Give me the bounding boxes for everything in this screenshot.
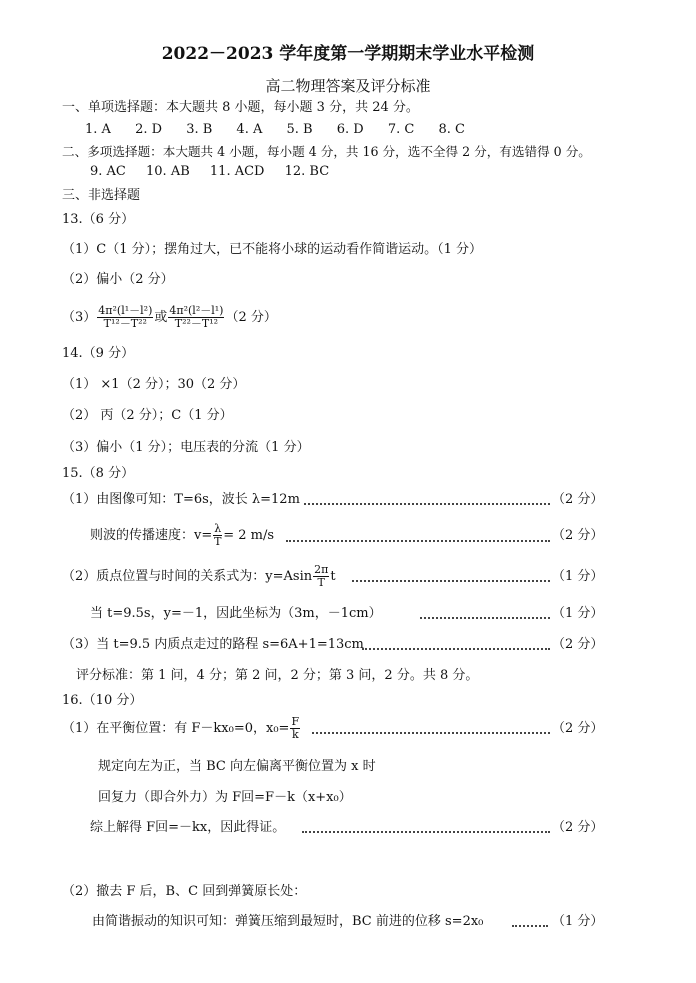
- answer-3: 3. B: [186, 122, 213, 137]
- q15-phase-numerator: 2π: [314, 563, 329, 576]
- q15-line5-score: （2 分）: [552, 637, 604, 652]
- leader-dots: [312, 732, 550, 734]
- page-title: 2022－2023 学年度第一学期期末学业水平检测: [161, 44, 535, 64]
- page-subtitle: 高二物理答案及评分标准: [265, 77, 431, 95]
- q15-phase-denominator: T: [317, 576, 325, 589]
- q16-line1: [62, 712, 301, 746]
- q15-header: 15.（8 分）: [62, 466, 135, 481]
- q16-line4: 综上解得 F回=－kx，因此得证。: [90, 820, 286, 835]
- q16-line3: 回复力（即合外力）为 F回=F－k（x+x₀）: [98, 790, 352, 805]
- section1-heading: 一、单项选择题：本大题共 8 小题，每小题 3 分，共 24 分。: [62, 100, 419, 115]
- q15-line2-score: （2 分）: [552, 528, 604, 543]
- q16-line1-prefix: （1）在平衡位置：有 F－kx₀=0，x₀=: [62, 721, 290, 736]
- section1-answers: [85, 122, 465, 138]
- answer-5: 5. B: [286, 122, 313, 137]
- q15-line3-score: （1 分）: [552, 569, 604, 584]
- section2-answers: [90, 164, 329, 180]
- section3-heading: 三、非选择题: [62, 188, 141, 203]
- q15-velocity-fraction: [213, 523, 222, 548]
- q16-equilibrium-numerator: F: [291, 715, 300, 728]
- q14-part1: （1） ×1（2 分）；30（2 分）: [62, 377, 246, 392]
- q15-phase-fraction: [313, 564, 329, 589]
- answer-8: 8. C: [438, 122, 465, 137]
- answer-11: 11. ACD: [209, 164, 265, 179]
- q15-line2-suffix: = 2 m/s: [223, 528, 275, 543]
- answer-1: 1. A: [85, 122, 111, 137]
- q15-line1-score: （2 分）: [552, 492, 604, 507]
- q14-part2: （2） 丙（2 分）；C（1 分）: [62, 408, 233, 423]
- q13-part3-prefix: （3）: [62, 310, 97, 325]
- q15-line3: [62, 560, 336, 594]
- q14-part3: （3）偏小（1 分）；电压表的分流（1 分）: [62, 440, 310, 455]
- answer-12: 12. BC: [284, 164, 330, 179]
- q16-equilibrium-denominator: k: [291, 728, 299, 741]
- q15-line1: （1）由图像可知：T=6s，波长 λ=12m: [62, 492, 300, 507]
- q15-line3-suffix: t: [330, 569, 336, 584]
- leader-dots: [286, 540, 550, 542]
- leader-dots: [304, 503, 550, 505]
- answer-4: 4. A: [236, 122, 263, 137]
- q13-fraction-1-numerator: 4π²(l¹－l²): [98, 304, 153, 317]
- answer-9: 9. AC: [90, 164, 126, 179]
- q13-part3: [62, 300, 277, 336]
- q15-line2-prefix: 则波的传播速度：v=: [90, 528, 213, 543]
- q15-line5: （3）当 t=9.5 内质点走过的路程 s=6A+1=13cm: [62, 637, 364, 652]
- q13-fraction-2-numerator: 4π²(l²－l¹): [169, 304, 224, 317]
- q15-line3-prefix: （2）质点位置与时间的关系式为：y=Asin: [62, 569, 313, 584]
- q16-line6-score: （1 分）: [552, 914, 604, 929]
- q13-part2: （2）偏小（2 分）: [62, 272, 174, 287]
- q15-line2: [90, 520, 274, 552]
- leader-dots: [352, 580, 550, 582]
- q13-fraction-2: [168, 305, 224, 330]
- answer-7: 7. C: [387, 122, 415, 137]
- q13-fraction-1-denominator: T¹²－T²²: [103, 317, 147, 330]
- q14-header: 14.（9 分）: [62, 346, 135, 361]
- q13-fraction-2-denominator: T²²－T¹²: [174, 317, 219, 330]
- q16-header: 16.（10 分）: [62, 693, 143, 708]
- q15-velocity-denominator: T: [214, 535, 222, 548]
- leader-dots: [362, 648, 550, 650]
- q13-part3-score: （2 分）: [225, 310, 277, 325]
- q16-line5: （2）撤去 F 后，B、C 回到弹簧原长处：: [62, 884, 307, 899]
- q13-fraction-1: [97, 305, 153, 330]
- q15-line4: 当 t=9.5s，y=－1，因此坐标为（3m，－1cm）: [90, 606, 382, 621]
- q13-part1: （1）C（1 分）；摆角过大，已不能将小球的运动看作简谐运动。（1 分）: [62, 242, 483, 257]
- q16-line2: 规定向左为正，当 BC 向左偏离平衡位置为 x 时: [98, 759, 376, 774]
- leader-dots: [420, 617, 550, 619]
- q16-equilibrium-fraction: [290, 716, 300, 741]
- leader-dots: [302, 831, 550, 833]
- answer-6: 6. D: [336, 122, 364, 137]
- q16-line4-score: （2 分）: [552, 820, 604, 835]
- q15-line4-score: （1 分）: [552, 606, 604, 621]
- q16-line6: 由简谐振动的知识可知：弹簧压缩到最短时，BC 前进的位移 s=2x₀: [92, 914, 484, 929]
- leader-dots: [512, 925, 548, 927]
- q15-criteria: 评分标准：第 1 问，4 分；第 2 问，2 分；第 3 问，2 分。共 8 分。: [76, 668, 479, 683]
- answer-2: 2. D: [135, 122, 163, 137]
- q15-velocity-numerator: λ: [214, 522, 222, 535]
- section2-heading: 二、多项选择题：本大题共 4 小题，每小题 4 分，共 16 分，选不全得 2 分，有选错得 0 分。: [62, 144, 591, 159]
- answer-10: 10. AB: [146, 164, 190, 179]
- q16-line1-score: （2 分）: [552, 721, 604, 736]
- q13-header: 13.（6 分）: [62, 212, 135, 227]
- q13-or: 或: [154, 310, 168, 325]
